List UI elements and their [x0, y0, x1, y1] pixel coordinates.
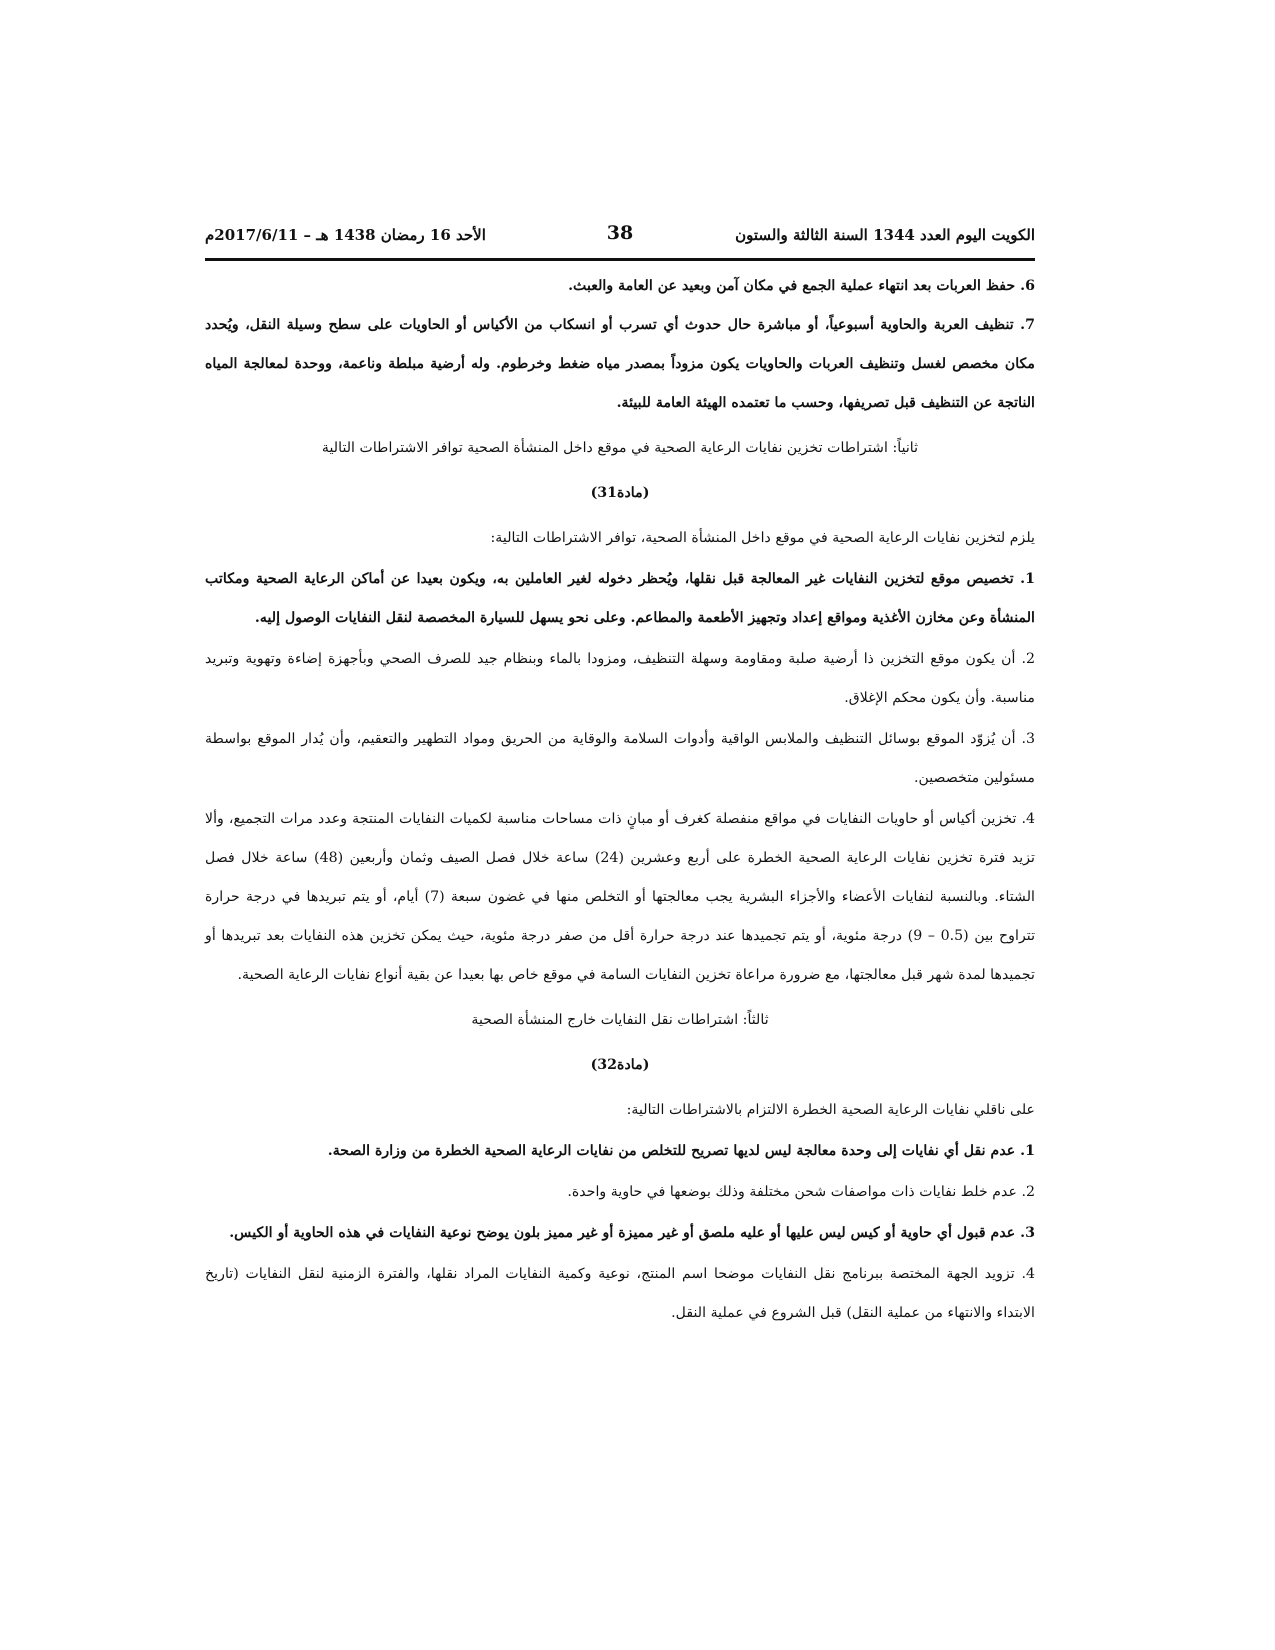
header-rule	[205, 258, 1035, 261]
article-31-title: (مادة31)	[590, 485, 650, 501]
header-issue-info: الكويت اليوم العدد 1344 السنة الثالثة والستون	[735, 226, 1035, 244]
section-heading-2: ثانياً: اشتراطات تخزين نفايات الرعاية الصحية في موقع داخل المنشأة الصحية توافر الاشتراطات التالية	[321, 440, 919, 456]
section-heading-3: ثالثاً: اشتراطات نقل النفايات خارج المنشأة الصحية	[471, 1012, 769, 1028]
article-31-item-2: 2. أن يكون موقع التخزين ذا أرضية صلبة ومقاومة وسهلة التنظيف، ومزودا بالماء وبنظام جيد للصرف الصحي وبأجهزة إضاءة وتهوية وتبريد مناسبة. وأن يكون محكم الإغلاق.	[205, 651, 1035, 706]
page-header	[205, 220, 1035, 256]
header-date: الأحد 16 رمضان 1438 هـ – 2017/6/11م	[205, 226, 486, 244]
article-31-item-3: 3. أن يُزوّد الموقع بوسائل التنظيف والملابس الواقية وأدوات السلامة والوقاية من الحريق ومواد التطهير والتعقيم، وأن يُدار الموقع بواسطة مسئولين متخصصين.	[205, 731, 1035, 786]
article-32-item-3: 3. عدم قبول أي حاوية أو كيس ليس عليها أو عليه ملصق أو غير مميزة أو غير مميز بلون يوضح نوعية النفايات في هذه الحاوية أو الكيس.	[229, 1225, 1035, 1241]
article-31-item-1: 1. تخصيص موقع لتخزين النفايات غير المعالجة قبل نقلها، ويُحظر دخوله لغير العاملين به، ويكون بعيدا عن أماكن الرعاية الصحية ومكاتب المنشأة وعن مخازن الأغذية ومواقع إعداد وتجهيز الأطعمة والمطاعم. وعلى نحو يسهل للسيارة المخصصة لنقل النفايات الوصول إليه.	[205, 571, 1035, 626]
page-number: 38	[606, 222, 634, 244]
article-32-item-4: 4. تزويد الجهة المختصة ببرنامج نقل النفايات موضحا اسم المنتج، نوعية وكمية النفايات المراد نقلها، والفترة الزمنية لنقل النفايات (تاريخ الابتداء والانتهاء من عملية النقل) قبل الشروع في عملية النقل.	[205, 1266, 1035, 1321]
article-32-item-2: 2. عدم خلط نفايات ذات مواصفات شحن مختلفة وذلك بوضعها في حاوية واحدة.	[567, 1184, 1035, 1200]
article-32-intro: على ناقلي نفايات الرعاية الصحية الخطرة الالتزام بالاشتراطات التالية:	[626, 1102, 1035, 1118]
article-31-intro: يلزم لتخزين نفايات الرعاية الصحية في موقع داخل المنشأة الصحية، توافر الاشتراطات التالية:	[490, 530, 1035, 546]
article-32-title: (مادة32)	[590, 1057, 650, 1073]
article-31-item-4: 4. تخزين أكياس أو حاويات النفايات في مواقع منفصلة كغرف أو مبانٍ ذات مساحات مناسبة لكميات النفايات المنتجة وعدد مرات التجميع، وألا تزيد فترة تخزين نفايات الرعاية الصحية الخطرة على أربع وعشرين (24) ساعة خلال فصل الصيف وثمان وأربعين (48) ساعة خلال فصل الشتاء. وبالنسبة لنفايات الأعضاء والأجزاء البشرية يجب معالجتها أو التخلص منها في غضون سبعة (7) أيام، أو يتم تبريدها في درجة حرارة تتراوح بين (0.5 – 9) درجة مئوية، أو يتم تجميدها عند درجة حرارة أقل من صفر درجة مئوية، حيث يمكن تخزين هذه النفايات بعد تبريدها أو تجميدها لمدة شهر قبل معالجتها، مع ضرورة مراعاة تخزين النفايات السامة في موقع خاص بها بعيدا عن بقية أنواع نفايات الرعاية الصحية.	[205, 811, 1036, 983]
article-32-item-1: 1. عدم نقل أي نفايات إلى وحدة معالجة ليس لديها تصريح للتخلص من نفايات الرعاية الصحية الخطرة من وزارة الصحة.	[327, 1143, 1035, 1159]
item-6: 6. حفظ العربات بعد انتهاء عملية الجمع في مكان آمن وبعيد عن العامة والعبث.	[568, 278, 1035, 294]
gazette-page	[205, 220, 1035, 1333]
item-7: 7. تنظيف العربة والحاوية أسبوعياً، أو مباشرة حال حدوث أي تسرب أو انسكاب من الأكياس أو الحاويات على سطح وسيلة النقل، ويُحدد مكان مخصص لغسل وتنظيف العربات والحاويات يكون مزوداً بمصدر مياه ضغط وخرطوم. وله أرضية مبلطة وناعمة، ووحدة لمعالجة المياه الناتجة عن التنظيف قبل تصريفها، وحسب ما تعتمده الهيئة العامة للبيئة.	[205, 317, 1035, 411]
